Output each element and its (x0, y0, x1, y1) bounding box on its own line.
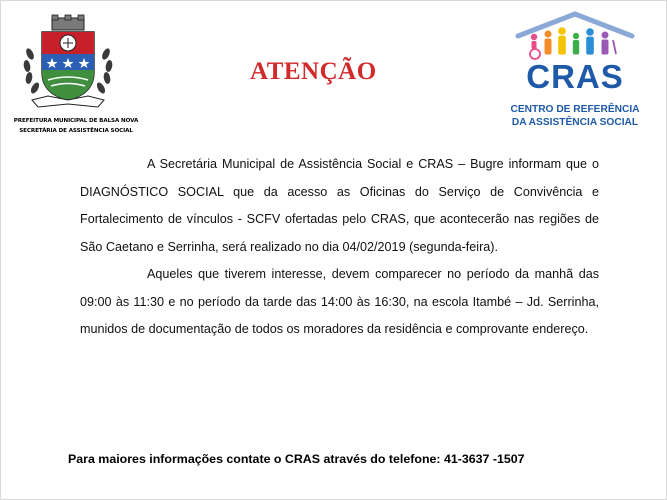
announcement-paragraph-1: A Secretária Municipal de Assistência Social e CRAS – Bugre informam que o DIAGNÓSTICO SOCIAL que da acesso as Oficinas do Serviço de Convivência e Fortalecimento de vínculos - SCFV ofertadas pelo CRAS, que acontecerão nas regiões de São Caetano e Serrinha, será realizado no dia 04/02/2019 (segunda-feira). (80, 157, 599, 254)
announcement-paragraph-2: Aqueles que tiverem interesse, devem comparecer no período da manhã das 09:00 às 11:30 e no período da tarde das 14:00 às 16:30, na escola Itambé – Jd. Serrinha, munidos de documentação de todos os moradores da residência e comprovante endereço. (80, 267, 599, 336)
cras-logo (510, 8, 640, 130)
prefeitura-name: PREFEITURA MUNICIPAL DE BALSA NOVA (13, 118, 139, 124)
cras-wordmark: CRAS (526, 58, 624, 95)
cras-subtitle-line1: CENTRO DE REFERÊNCIA (510, 104, 640, 115)
municipal-header (6, 14, 146, 138)
announcement-body (80, 151, 599, 344)
cras-subtitle-line2: DA ASSISTÊNCIA SOCIAL (511, 117, 639, 128)
page-title: ATENÇÃO (250, 58, 377, 85)
contact-footer: Para maiores informações contate o CRAS através do telefone: 41-3637 -1507 (68, 452, 525, 466)
secretaria-name: SECRETÁRIA DE ASSISTÊNCIA SOCIAL (19, 128, 133, 134)
municipal-coat-of-arms-icon (18, 14, 118, 112)
wheelchair-figure (531, 34, 537, 49)
